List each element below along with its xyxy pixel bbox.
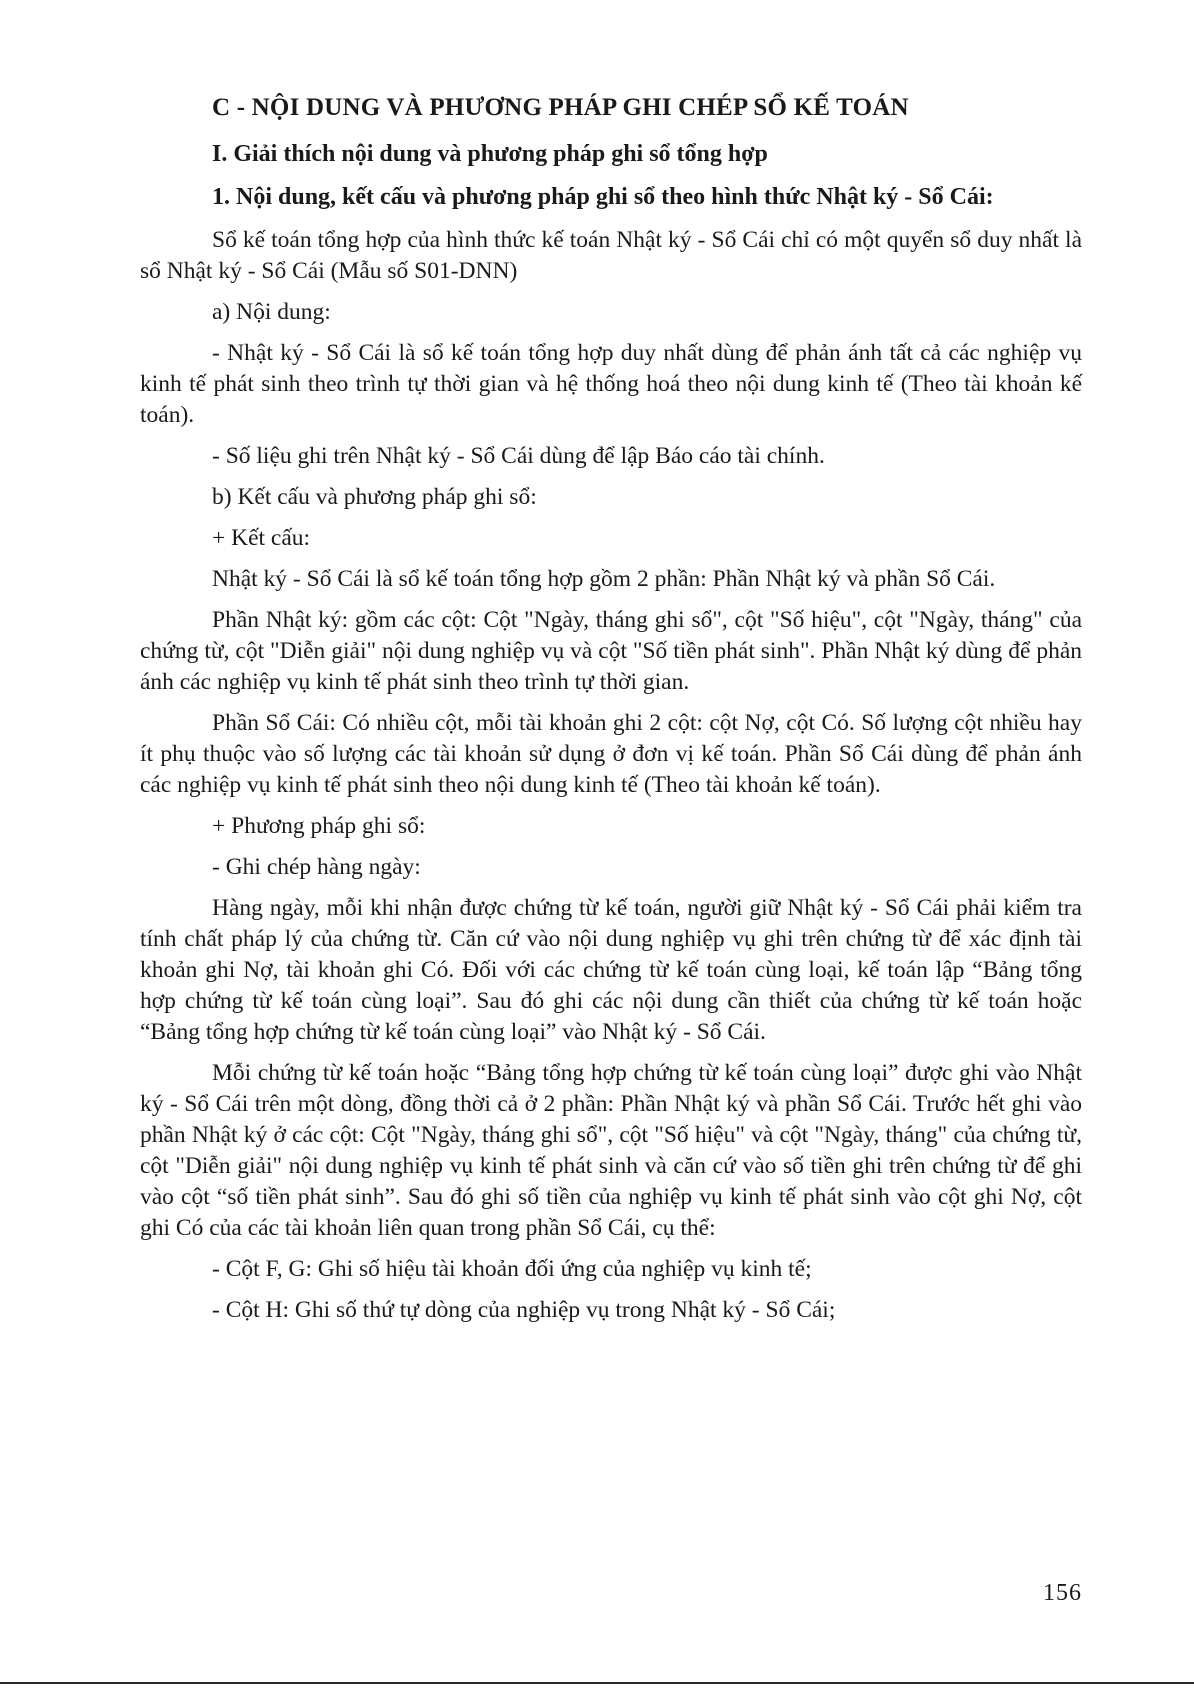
paragraph: - Nhật ký - Sổ Cái là sổ kế toán tổng hợp duy nhất dùng để phản ánh tất cả các nghiệp vụ kinh tế phát sinh theo trình tự thời gian và hệ thống hoá theo nội dung kinh tế (Theo tài khoản kế toán). (140, 340, 1082, 428)
paragraph: - Cột F, G: Ghi số hiệu tài khoản đối ứng của nghiệp vụ kinh tế; (212, 1256, 812, 1282)
paragraph: a) Nội dung: (212, 299, 331, 325)
paragraph: Phần Nhật ký: gồm các cột: Cột "Ngày, tháng ghi sổ", cột "Số hiệu", cột "Ngày, tháng" của chứng từ, cột "Diễn giải" nội dung nghiệp vụ và cột "Số tiền phát sinh". Phần Nhật ký dùng để phản ánh các nghiệp vụ kinh tế phát sinh theo trình tự thời gian. (140, 607, 1082, 695)
paragraph: b) Kết cấu và phương pháp ghi sổ: (212, 484, 537, 510)
paragraph: - Số liệu ghi trên Nhật ký - Sổ Cái dùng để lập Báo cáo tài chính. (212, 443, 825, 469)
paragraph: Mỗi chứng từ kế toán hoặc “Bảng tổng hợp chứng từ kế toán cùng loại” được ghi vào Nhật ký - Sổ Cái trên một dòng, đồng thời cả ở 2 phần: Phần Nhật ký và phần Sổ Cái. Trước hết ghi vào phần Nhật ký ở các cột: Cột "Ngày, tháng ghi sổ", cột "Số hiệu" và cột "Ngày, tháng" của chứng từ, cột "Diễn giải" nội dung nghiệp vụ kinh tế phát sinh và căn cứ vào số tiền ghi trên chứng từ để ghi vào cột “số tiền phát sinh”. Sau đó ghi số tiền của nghiệp vụ kinh tế phát sinh vào cột ghi Nợ, cột ghi Có của các tài khoản liên quan trong phần Sổ Cái, cụ thể: (140, 1060, 1082, 1241)
paragraph: Hàng ngày, mỗi khi nhận được chứng từ kế toán, người giữ Nhật ký - Sổ Cái phải kiểm tra tính chất pháp lý của chứng từ. Căn cứ vào nội dung nghiệp vụ ghi trên chứng từ để xác định tài khoản ghi Nợ, tài khoản ghi Có. Đối với các chứng từ kế toán cùng loại, kế toán lập “Bảng tổng hợp chứng từ kế toán cùng loại”. Sau đó ghi các nội dung cần thiết của chứng từ kế toán hoặc “Bảng tổng hợp chứng từ kế toán cùng loại” vào Nhật ký - Sổ Cái. (140, 895, 1082, 1045)
paragraph: - Ghi chép hàng ngày: (212, 854, 421, 880)
paragraph: Sổ kế toán tổng hợp của hình thức kế toán Nhật ký - Sổ Cái chỉ có một quyển sổ duy nhất là sổ Nhật ký - Sổ Cái (Mẫu số S01-DNN) (140, 227, 1082, 284)
paragraph: - Cột H: Ghi số thứ tự dòng của nghiệp vụ trong Nhật ký - Sổ Cái; (212, 1297, 836, 1323)
paragraph: + Phương pháp ghi sổ: (212, 813, 426, 839)
paragraph: Phần Sổ Cái: Có nhiều cột, mỗi tài khoản ghi 2 cột: cột Nợ, cột Có. Số lượng cột nhiều hay ít phụ thuộc vào số lượng các tài khoản sử dụng ở đơn vị kế toán. Phần Sổ Cái dùng để phản ánh các nghiệp vụ kinh tế phát sinh theo nội dung kinh tế (Theo tài khoản kế toán). (140, 710, 1082, 798)
section-heading: I. Giải thích nội dung và phương pháp ghi sổ tổng hợp (212, 141, 768, 167)
paragraph: Nhật ký - Sổ Cái là sổ kế toán tổng hợp gồm 2 phần: Phần Nhật ký và phần Sổ Cái. (212, 566, 996, 592)
chapter-title: C - NỘI DUNG VÀ PHƯƠNG PHÁP GHI CHÉP SỔ KẾ TOÁN (212, 94, 909, 121)
page-number: 156 (1043, 1580, 1082, 1606)
page-body (140, 92, 1082, 1336)
paragraph: + Kết cấu: (212, 525, 311, 551)
subsection-heading: 1. Nội dung, kết cấu và phương pháp ghi sổ theo hình thức Nhật ký - Sổ Cái: (212, 184, 994, 210)
bottom-rule (0, 1682, 1194, 1684)
